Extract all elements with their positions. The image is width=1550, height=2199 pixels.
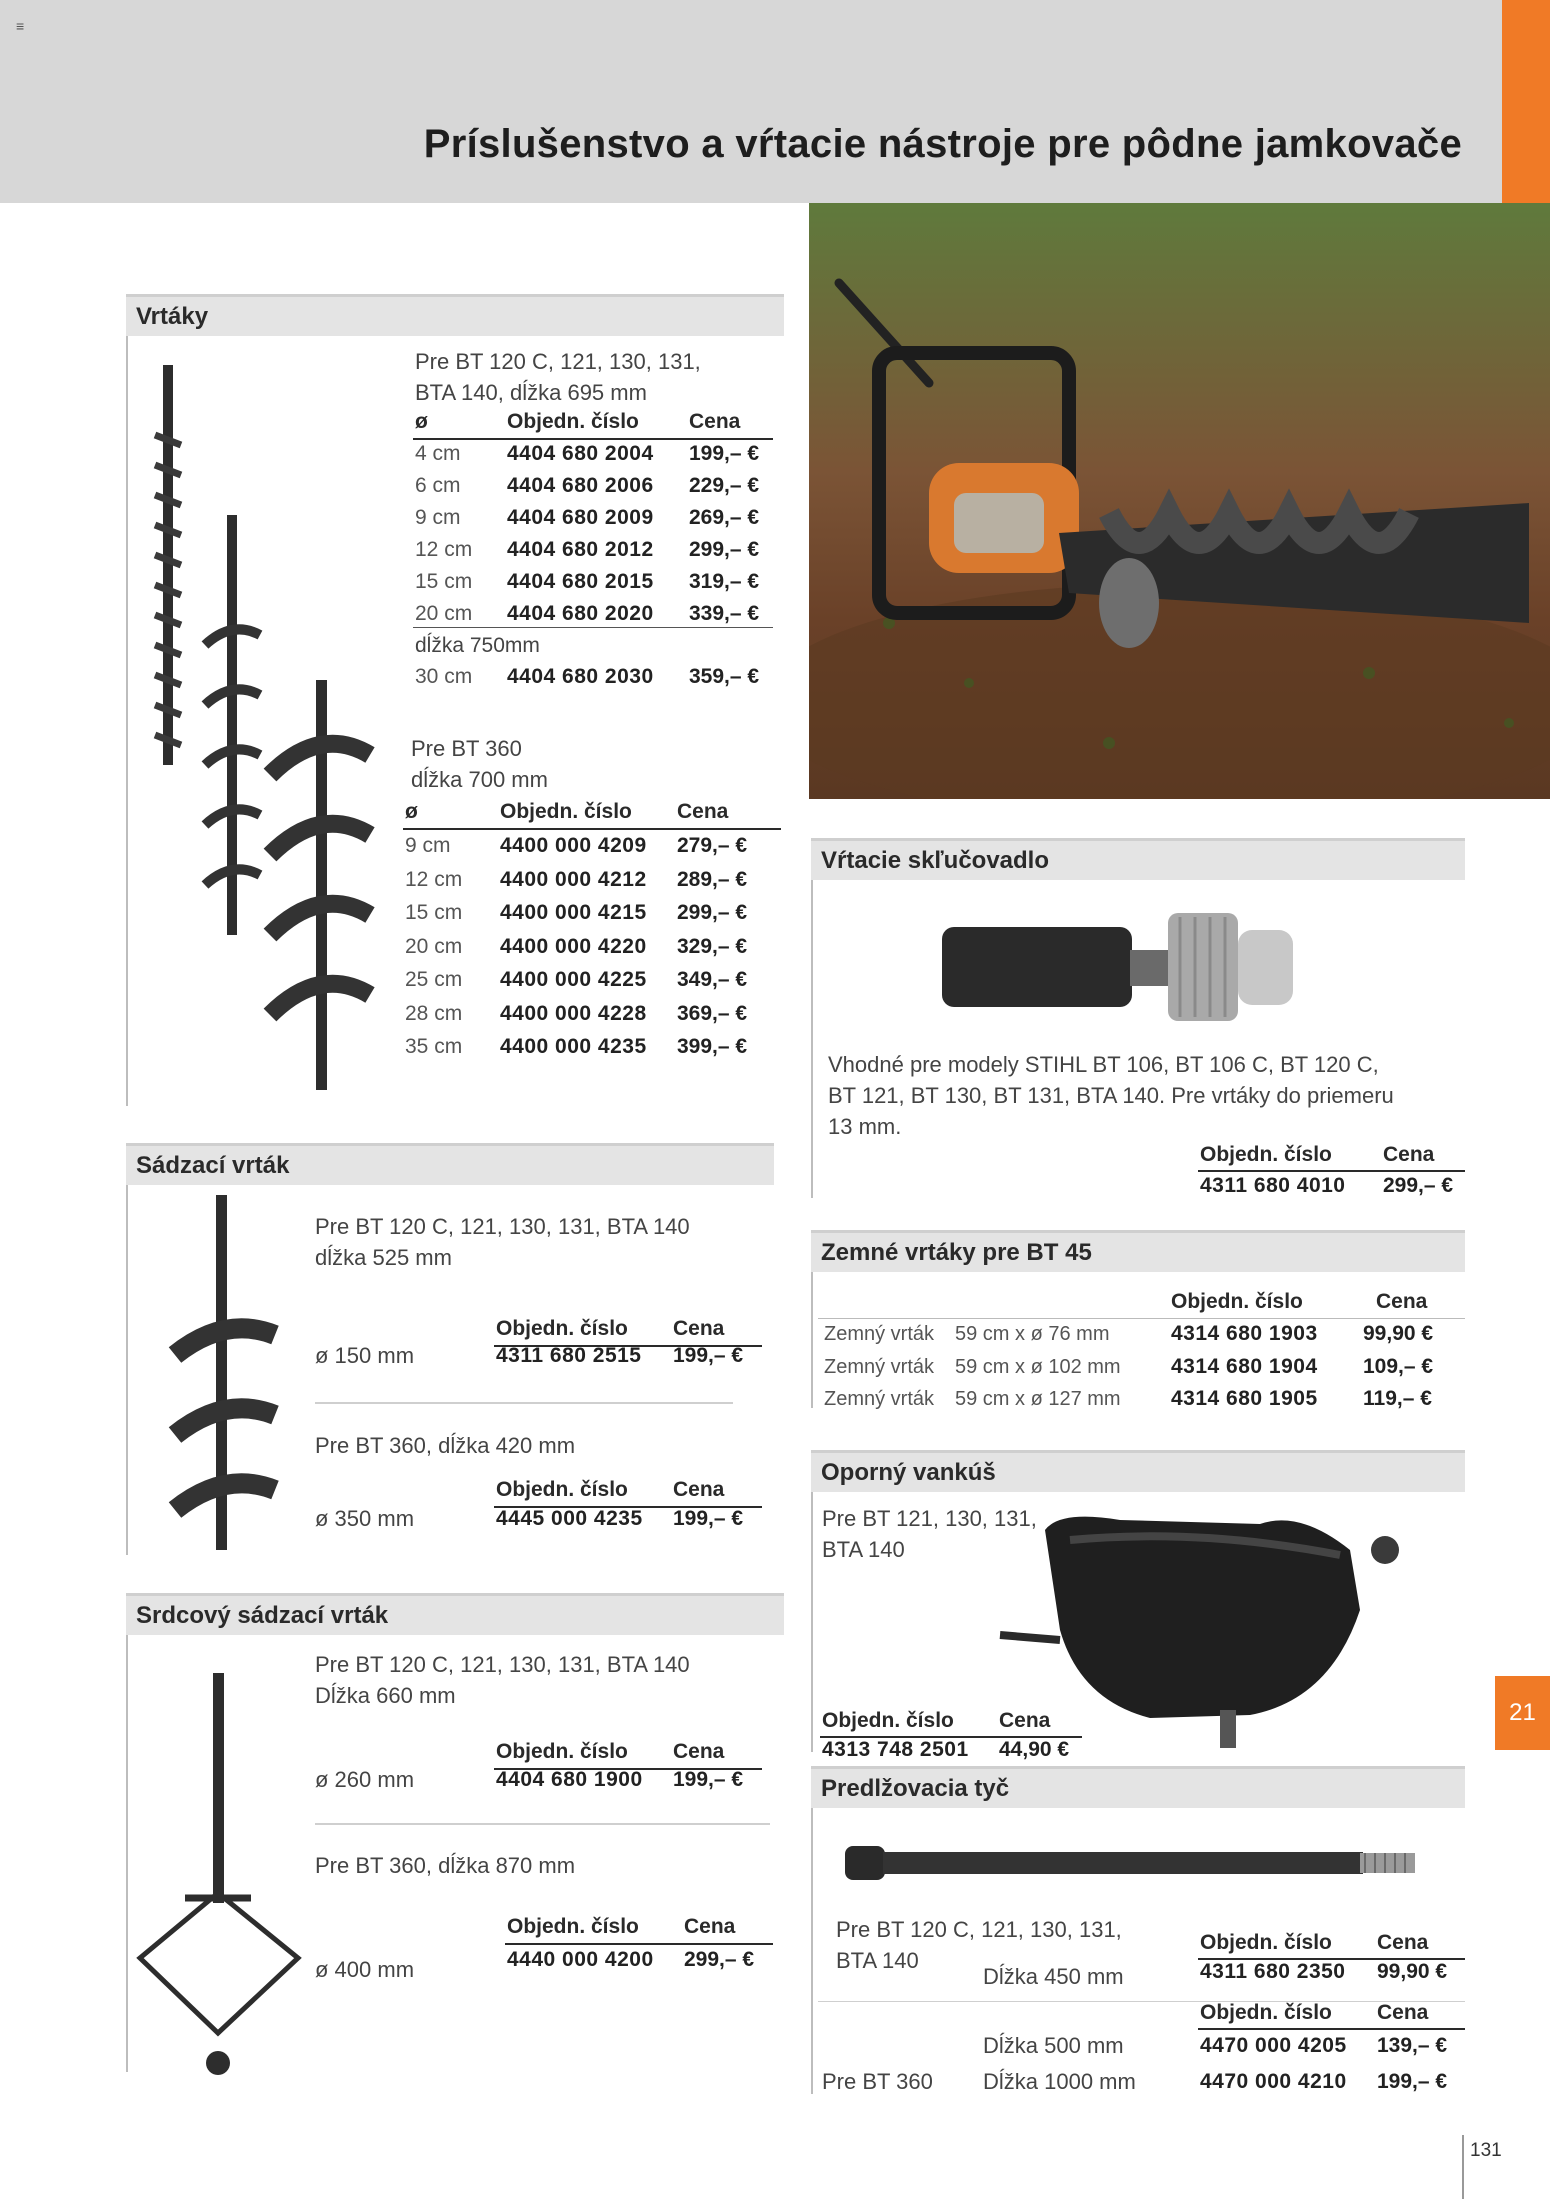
row-order-number: 4314 680 1904 (1171, 1354, 1318, 1378)
row-size: 15 cm (415, 570, 473, 593)
row-price: 339,– € (689, 602, 760, 625)
col-price: Cena (673, 1478, 725, 1501)
srdcovy-note1-1: Pre BT 120 C, 121, 130, 131, BTA 140 (315, 1652, 690, 1677)
predlz-note1-2: BTA 140 (836, 1948, 919, 1973)
section-header-zemne: Zemné vrtáky pre BT 45 (811, 1230, 1465, 1272)
col-price: Cena (1377, 1931, 1429, 1954)
row-price: 199,– € (673, 1507, 744, 1530)
row-size: ø 150 mm (315, 1343, 415, 1368)
row-price: 319,– € (689, 570, 760, 593)
row-size: 30 cm (415, 665, 473, 688)
row-order-number: 4404 680 1900 (496, 1768, 643, 1791)
col-price: Cena (684, 1915, 736, 1938)
skl-desc-3: 13 mm. (828, 1114, 902, 1139)
row-order-number: 4404 680 2020 (507, 602, 654, 625)
divider (315, 1823, 770, 1825)
table-row (0, 1956, 1500, 1988)
row-order-number: 4470 000 4210 (1200, 2070, 1347, 2093)
row-dimension: 59 cm x ø 102 mm (955, 1355, 1121, 1378)
table-row (0, 566, 1500, 598)
col-price: Cena (673, 1740, 725, 1763)
row-order-number: 4400 000 4235 (500, 1035, 647, 1058)
row-size: 28 cm (405, 1001, 463, 1025)
row-price: 289,– € (677, 867, 748, 891)
row-size: 6 cm (415, 474, 461, 497)
col-order-number: Objedn. číslo (1200, 1931, 1332, 1954)
col-price: Cena (1383, 1143, 1435, 1166)
row-price: 119,– € (1363, 1387, 1432, 1410)
table-row (0, 661, 800, 693)
row-price: 229,– € (689, 474, 760, 497)
row-order-number: 4404 680 2004 (507, 442, 654, 465)
sadzaci-note1-1: Pre BT 120 C, 121, 130, 131, BTA 140 (315, 1214, 690, 1239)
table-row (0, 1318, 1500, 1350)
page-title: Príslušenstvo a vŕtacie nástroje pre pôdne jamkovače (423, 122, 1462, 166)
row-order-number: 4445 000 4235 (496, 1507, 643, 1530)
row-length: Dĺžka 1000 mm (983, 2069, 1136, 2094)
page-number: 131 (1470, 2140, 1502, 2161)
table-row (0, 1170, 1500, 1202)
row-size: ø 260 mm (315, 1767, 415, 1792)
divider (818, 2001, 1465, 2002)
row-order-number: 4313 748 2501 (822, 1738, 969, 1761)
row-size: 9 cm (415, 506, 461, 529)
row-order-number: 4314 680 1905 (1171, 1387, 1318, 1410)
col-diameter: ø (405, 800, 418, 823)
row-order-number: 4311 680 4010 (1200, 1174, 1346, 1197)
col-price: Cena (999, 1709, 1051, 1732)
row-price: 99,90 € (1363, 1322, 1434, 1345)
row-order-number: 4404 680 2030 (507, 665, 654, 688)
col-order-number: Objedn. číslo (507, 410, 639, 433)
row-price: 349,– € (677, 968, 748, 991)
row-name: Zemný vrták (824, 1323, 935, 1345)
row-size: 20 cm (405, 934, 463, 958)
col-order-number: Objedn. číslo (496, 1317, 628, 1340)
section-header-predlz: Predlžovacia tyč (811, 1766, 1465, 1808)
chapter-tab[interactable]: 21 (1495, 1676, 1550, 1750)
row-order-number: 4400 000 4212 (500, 867, 647, 891)
section-header-srdcovy: Srdcový sádzací vrták (126, 1593, 784, 1635)
menu-icon[interactable]: ≡ (16, 18, 25, 34)
oporny-note-1: Pre BT 121, 130, 131, (822, 1506, 1037, 1531)
col-order-number: Objedn. číslo (496, 1740, 628, 1763)
header-bar (0, 0, 1502, 203)
table-row (0, 534, 1500, 566)
row-order-number: 4404 680 2015 (507, 570, 654, 593)
row-price: 359,– € (689, 665, 760, 688)
vrtaky-group2-note-2: dĺžka 700 mm (411, 767, 548, 792)
col-price: Cena (677, 800, 729, 823)
section-left-border (126, 1635, 128, 2072)
row-order-number: 4400 000 4225 (500, 968, 647, 991)
col-order-number: Objedn. číslo (1200, 2001, 1332, 2024)
section-header-oporny: Oporný vankúš (811, 1450, 1465, 1492)
orange-accent-strip (1502, 0, 1550, 203)
row-price: 369,– € (677, 1001, 748, 1025)
skl-desc-1: Vhodné pre modely STIHL BT 106, BT 106 C, BT 120 C, (828, 1052, 1379, 1077)
row-order-number: 4440 000 4200 (507, 1948, 654, 1971)
section-left-border (811, 1492, 813, 1752)
col-diameter: ø (415, 410, 428, 433)
row-price: 139,– € (1377, 2034, 1448, 2057)
section-header-vrtaky: Vrtáky (126, 294, 784, 336)
row-order-number: 4400 000 4209 (500, 834, 647, 857)
page-number-divider (1462, 2135, 1464, 2199)
table-row (0, 438, 1500, 470)
table-row (0, 598, 1500, 630)
row-price: 199,– € (673, 1768, 744, 1791)
row-name: Zemný vrták (824, 1355, 935, 1378)
row-price: 199,– € (1377, 2070, 1448, 2093)
row-price: 109,– € (1363, 1354, 1434, 1378)
col-price: Cena (689, 410, 741, 433)
row-price: 299,– € (677, 901, 748, 924)
sadzaci-note2: Pre BT 360, dĺžka 420 mm (315, 1433, 576, 1458)
row-size: 9 cm (405, 834, 451, 857)
table-row (0, 1503, 800, 1535)
vrtaky-group2-note-1: Pre BT 360 (411, 736, 522, 761)
row-price: 99,90 € (1377, 1960, 1448, 1983)
vrtaky-group1-subnote: dĺžka 750mm (415, 634, 540, 657)
row-length: Dĺžka 450 mm (983, 1964, 1124, 1989)
col-order-number: Objedn. číslo (496, 1478, 628, 1501)
row-price: 329,– € (677, 934, 748, 958)
row-size: 20 cm (415, 602, 473, 625)
row-order-number: 4404 680 2009 (507, 506, 654, 529)
table-row (0, 470, 1500, 502)
predlz-note2: Pre BT 360 (822, 2069, 933, 2094)
row-price: 299,– € (689, 538, 760, 561)
row-size: 12 cm (405, 867, 463, 891)
vrtaky-group1-note-2: BTA 140, dĺžka 695 mm (415, 380, 647, 405)
support-cushion-image (1000, 1510, 1410, 1760)
row-order-number: 4400 000 4220 (500, 934, 647, 958)
row-price: 279,– € (677, 834, 748, 857)
table-row (0, 2066, 1500, 2098)
row-order-number: 4311 680 2350 (1200, 1960, 1346, 1983)
row-size: 12 cm (415, 538, 473, 561)
row-size: 15 cm (405, 901, 463, 924)
skl-desc-2: BT 121, BT 130, BT 131, BTA 140. Pre vrtáky do priemeru (828, 1083, 1394, 1108)
row-dimension: 59 cm x ø 127 mm (955, 1388, 1121, 1410)
extension-rod-image (845, 1840, 1445, 1890)
section-header-skl: Vŕtacie skľučovadlo (811, 838, 1465, 880)
row-size: 25 cm (405, 968, 463, 991)
row-order-number: 4311 680 2515 (496, 1344, 642, 1367)
table-row (0, 1764, 800, 1796)
row-size: 4 cm (415, 442, 461, 465)
row-order-number: 4400 000 4215 (500, 901, 647, 924)
drill-chuck-image (940, 905, 1300, 1025)
table-row (0, 2030, 1500, 2062)
row-price: 44,90 € (999, 1738, 1070, 1761)
row-order-number: 4404 680 2006 (507, 474, 654, 497)
section-header-sadzaci: Sádzací vrták (126, 1143, 774, 1185)
row-order-number: 4400 000 4228 (500, 1001, 647, 1025)
row-size: ø 400 mm (315, 1957, 415, 1982)
srdcovy-note2: Pre BT 360, dĺžka 870 mm (315, 1853, 576, 1878)
col-order-number: Objedn. číslo (500, 800, 632, 823)
predlz-note1-1: Pre BT 120 C, 121, 130, 131, (836, 1917, 1122, 1942)
col-price: Cena (1376, 1290, 1428, 1313)
row-order-number: 4404 680 2012 (507, 538, 654, 561)
row-name: Zemný vrták (824, 1388, 935, 1410)
row-size: 35 cm (405, 1035, 463, 1058)
row-price: 399,– € (677, 1035, 748, 1058)
row-dimension: 59 cm x ø 76 mm (955, 1323, 1110, 1345)
row-price: 199,– € (673, 1344, 744, 1367)
col-order-number: Objedn. číslo (822, 1709, 954, 1732)
table-row (0, 1383, 1500, 1415)
row-order-number: 4470 000 4205 (1200, 2034, 1347, 2057)
col-price: Cena (673, 1317, 725, 1340)
row-price: 299,– € (684, 1948, 755, 1971)
row-price: 299,– € (1383, 1174, 1454, 1197)
table-row (0, 1734, 1500, 1766)
srdcovy-note1-2: Dĺžka 660 mm (315, 1683, 456, 1708)
table-row (0, 1351, 1500, 1383)
col-price: Cena (1377, 2001, 1429, 2024)
row-length: Dĺžka 500 mm (983, 2033, 1124, 2058)
row-price: 199,– € (689, 442, 760, 465)
col-order-number: Objedn. číslo (1171, 1290, 1303, 1313)
oporny-note-2: BTA 140 (822, 1537, 905, 1562)
col-order-number: Objedn. číslo (507, 1915, 639, 1938)
sadzaci-note1-2: dĺžka 525 mm (315, 1245, 452, 1270)
vrtaky-group1-note-1: Pre BT 120 C, 121, 130, 131, (415, 349, 701, 374)
table-row (0, 502, 1500, 534)
row-price: 269,– € (689, 506, 760, 529)
section-left-border (811, 880, 813, 1198)
col-order-number: Objedn. číslo (1200, 1143, 1332, 1166)
row-order-number: 4314 680 1903 (1171, 1322, 1318, 1345)
table-rule (413, 627, 773, 628)
heart-auger-image (135, 1668, 310, 2078)
row-size: ø 350 mm (315, 1506, 415, 1531)
